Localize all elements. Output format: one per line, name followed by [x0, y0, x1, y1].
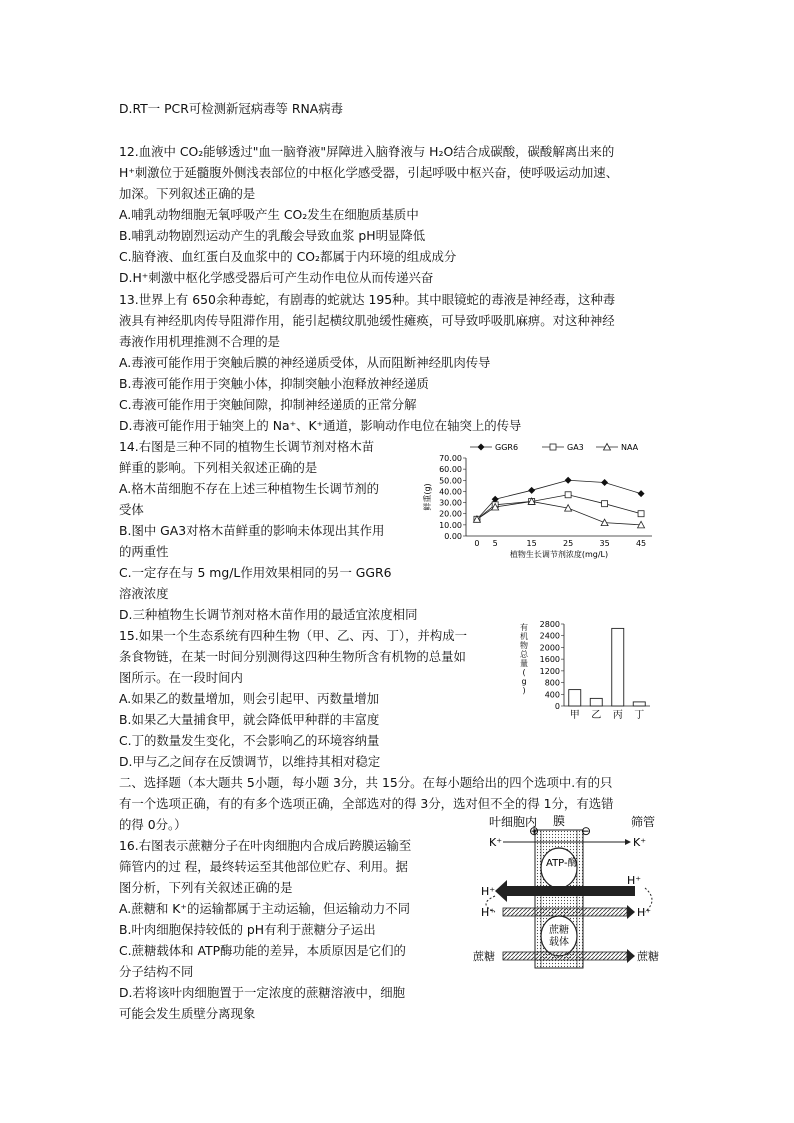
text-line: A.毒液可能作用于突触后膜的神经递质受体，从而阻断神经肌肉传导	[119, 355, 491, 370]
y-tick-label: 2000	[539, 643, 560, 653]
text-line: C.毒液可能作用于突触间隙，抑制神经递质的正常分解	[119, 397, 417, 412]
x-tick-label: 35	[599, 539, 610, 548]
y-tick-label: 30.00	[439, 498, 462, 508]
text-line: 加深。下列叙述正确的是	[119, 186, 256, 201]
h-right-label-2: H⁺	[637, 906, 652, 919]
y-tick-label: 2800	[539, 620, 560, 629]
fresh-weight-line-chart	[420, 438, 660, 560]
membrane-label: 膜	[553, 814, 566, 828]
y-tick-label: 2400	[539, 631, 560, 641]
text-line: 的两重性	[119, 544, 169, 559]
text-line: 条食物链，在某一时间分别测得这四种生物所含有机物的总量如	[119, 649, 466, 664]
text-line: 毒液作用机理推测不合理的是	[119, 334, 281, 349]
text-line: B.如果乙大量捕食甲，就会降低甲种群的丰富度	[119, 712, 380, 727]
y-tick-label: 1200	[539, 666, 560, 676]
y-axis-label-char: 总	[520, 650, 528, 659]
y-axis-label-char: 有	[520, 623, 528, 632]
sucrose-left-label: 蔗糖	[473, 950, 495, 963]
k-right-label: K⁺	[633, 836, 647, 849]
x-tick-label: 25	[563, 539, 574, 548]
carrier-label-1: 蔗糖	[549, 925, 569, 936]
text-line: 的得 0分。）	[119, 817, 187, 832]
point-GGR6	[638, 490, 645, 497]
organic-matter-bar-chart	[516, 618, 656, 726]
text-line: A.蔗糖和 K⁺的运输都属于主动运输，但运输动力不同	[119, 901, 411, 916]
bar-乙	[590, 698, 602, 706]
text-line: 二、选择题（本大题共 5小题，每小题 3分，共 15分。在每小题给出的四个选项中.有的只	[119, 775, 613, 790]
text-line: D.三种植物生长调节剂对格木苗作用的最适宜浓度相同	[119, 607, 418, 622]
atp-enzyme-label: ATP-酶	[546, 858, 578, 869]
text-line: B.毒液可能作用于突触小体，抑制突触小泡释放神经递质	[119, 376, 429, 391]
minus-sign: ⊖	[581, 824, 592, 838]
text-line: D.若将该叶肉细胞置于一定浓度的蔗糖溶液中，细胞	[119, 985, 406, 1000]
text-line: 12.血液中 CO₂能够透过"血一脑脊液"屏障进入脑脊液与 H₂O结合成碳酸，碳酸解离出来的	[119, 144, 615, 159]
text-line: 溶液浓度	[119, 586, 169, 601]
y-tick-label: 40.00	[439, 487, 462, 497]
text-line: B.图中 GA3对格木苗鲜重的影响未体现出其作用	[119, 523, 385, 538]
x-tick-label: 5	[492, 539, 498, 548]
x-tick-label: 45	[635, 539, 647, 548]
point-GA3	[602, 501, 608, 507]
text-line: A.如果乙的数量增加，则会引起甲、丙数量增加	[119, 691, 380, 706]
text-line: 液具有神经肌肉传导阻滞作用，能引起横纹肌弛缓性瘫痪，可导致呼吸肌麻痹。对这种神经	[119, 313, 615, 328]
text-line: C.蔗糖载体和 ATP酶功能的差异，本质原因是它们的	[119, 943, 406, 958]
y-axis-label: 鲜重(g)	[423, 483, 432, 511]
text-line: B.哺乳动物剧烈运动产生的乳酸会导致血浆 pH明显降低	[119, 228, 426, 243]
y-tick-label: 70.00	[439, 454, 462, 463]
series-line-NAA	[477, 501, 641, 524]
x-tick-label: 0	[474, 539, 480, 548]
series-line-GA3	[477, 495, 641, 520]
y-tick-label: 20.00	[439, 509, 462, 519]
text-line: C.丁的数量发生变化，不会影响乙的环境容纳量	[119, 733, 380, 748]
text-line: C.脑脊液、血红蛋白及血浆中的 CO₂都属于内环境的组成成分	[119, 249, 457, 264]
bar-甲	[569, 690, 581, 706]
text-line: 15.如果一个生态系统有四种生物（甲、乙、丙、丁），并构成一	[119, 628, 468, 643]
bar-丙	[612, 628, 624, 706]
category-label: 甲	[569, 710, 580, 721]
x-axis-label: 植物生长调节剂浓度(mg/L)	[509, 550, 609, 559]
category-label: 丁	[634, 710, 645, 721]
carrier-label-2: 载体	[549, 937, 569, 948]
point-GGR6	[528, 487, 535, 494]
text-line: 14.右图是三种不同的植物生长调节剂对格木苗	[119, 439, 375, 454]
text-line: C.一定存在与 5 mg/L作用效果相同的另一 GGR6	[119, 565, 392, 580]
y-axis-label-char: 物	[520, 641, 528, 650]
text-line: H⁺刺激位于延髓腹外侧浅表部位的中枢化学感受器，引起呼吸中枢兴奋，使呼吸运动加速、	[119, 165, 619, 180]
text-line: D.H⁺刺激中枢化学感受器后可产生动作电位从而传递兴奋	[119, 270, 434, 285]
y-axis-label-char: 机	[520, 632, 528, 641]
category-label: 丙	[612, 710, 623, 721]
y-tick-label: 400	[544, 690, 560, 700]
sucrose-transport-diagram	[455, 812, 665, 972]
text-line: 13.世界上有 650余种毒蛇，有剧毒的蛇就达 195种。其中眼镜蛇的毒液是神经毒，这种毒	[119, 292, 616, 307]
y-tick-label: 60.00	[439, 465, 462, 475]
y-tick-label: 800	[544, 678, 560, 688]
bar-丁	[633, 702, 645, 706]
text-line: B.叶肉细胞保持较低的 pH有利于蔗糖分子运出	[119, 922, 376, 937]
x-tick-label: 15	[526, 539, 537, 548]
h-left-label-2: H⁺	[481, 906, 496, 919]
legend-marker-GGR6	[478, 444, 485, 451]
point-GA3	[565, 492, 571, 498]
y-tick-label: 0	[554, 702, 560, 711]
text-line: 图分析，下列有关叙述正确的是	[119, 880, 293, 895]
text-line: A.哺乳动物细胞无氧呼吸产生 CO₂发生在细胞质基质中	[119, 207, 419, 222]
text-line: A.格木苗细胞不存在上述三种植物生长调节剂的	[119, 481, 380, 496]
text-line: 分子结构不同	[119, 964, 194, 979]
point-GGR6	[565, 477, 572, 484]
legend-marker-GA3	[550, 444, 556, 450]
y-axis-label-char: (	[522, 668, 526, 677]
y-tick-label: 1600	[539, 655, 560, 665]
text-line: D.甲与乙之间存在反馈调节，以维持其相对稳定	[119, 754, 381, 769]
h-left-label-1: H⁺	[481, 885, 496, 898]
category-label: 乙	[591, 710, 602, 721]
text-line: 16.右图表示蔗糖分子在叶肉细胞内合成后跨膜运输至	[119, 838, 412, 853]
text-line: 图所示。在一段时间内	[119, 670, 243, 685]
text-line: 鲜重的影响。下列相关叙述正确的是	[119, 460, 318, 475]
text-line: 有一个选项正确，有的有多个选项正确，全部选对的得 3分，选对但不全的得 1分，有选错	[119, 796, 614, 811]
series-line-GGR6	[477, 480, 641, 519]
y-axis-label-char: )	[522, 686, 526, 695]
text-line: D.毒液可能作用于轴突上的 Na⁺、K⁺通道，影响动作电位在轴突上的传导	[119, 418, 522, 433]
k-left-label: K⁺	[489, 836, 503, 849]
y-tick-label: 10.00	[439, 520, 462, 530]
legend-label-NAA: NAA	[621, 443, 639, 452]
y-tick-label: 0.00	[444, 532, 462, 541]
point-GGR6	[601, 479, 608, 486]
point-GA3	[638, 511, 644, 517]
y-tick-label: 50.00	[439, 476, 462, 486]
text-line: 可能会发生质壁分离现象	[119, 1006, 256, 1021]
sieve-tube-label: 筛管	[631, 815, 656, 829]
sucrose-right-label: 蔗糖	[637, 950, 659, 963]
text-line: 受体	[119, 502, 144, 517]
y-axis-label-char: g	[521, 677, 527, 686]
legend-label-GGR6: GGR6	[495, 443, 519, 452]
y-axis-label-char: 量	[520, 659, 528, 668]
text-line: D.RT一 PCR可检测新冠病毒等 RNA病毒	[119, 101, 344, 116]
text-line: 筛管内的过 程，最终转运至其他部位贮存、利用。据	[119, 859, 408, 874]
plus-sign: ⊕	[529, 824, 540, 838]
leaf-cell-inside-label: 叶细胞内	[489, 815, 538, 829]
legend-label-GA3: GA3	[567, 443, 584, 452]
h-right-label-1: H⁺	[627, 874, 642, 887]
